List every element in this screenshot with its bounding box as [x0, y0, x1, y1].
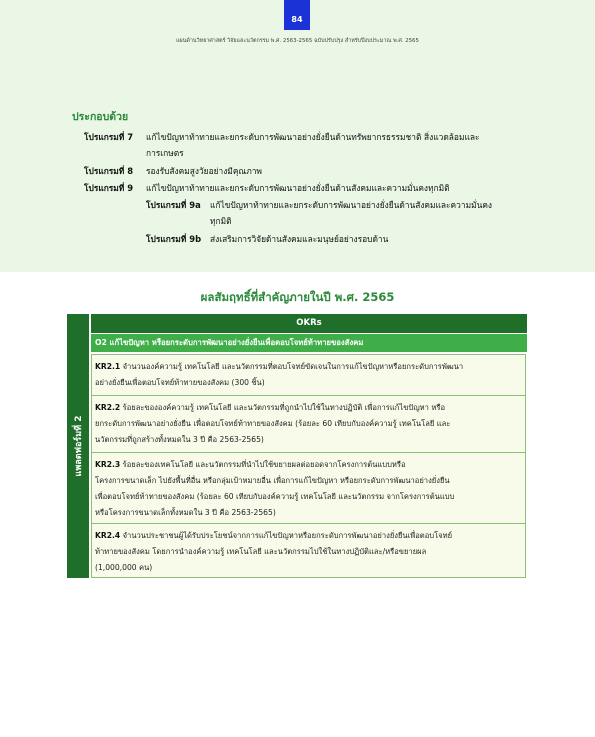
kr-text: อย่างยั่งยืนเพื่อตอบโจทย์ท้าทายของสังคม (300 ชิ้น) [95, 378, 265, 387]
program-line: แก้ไขปัญหาท้าทายและยกระดับการพัฒนาอย่างยั่งยืนด้านสังคมและความมั่นคงทุกมิติ [146, 183, 450, 193]
program-label: โปรแกรมที่ 9a [146, 200, 201, 210]
key-result-box [91, 354, 526, 396]
program-item [146, 231, 536, 247]
platform-side-label: แพลตฟอร์มที่ 2 [74, 415, 84, 477]
kr-line [95, 457, 521, 473]
key-result-box [91, 395, 526, 453]
kr-line [95, 359, 521, 375]
kr-code: KR2.1 [95, 362, 121, 371]
program-label: โปรแกรมที่ 8 [84, 166, 134, 176]
kr-text: ยกระดับการพัฒนาอย่างยั่งยืน เพื่อตอบโจทย์ท้าทายของสังคม (ร้อยละ 60 เทียบกับองค์ความรู้ เทคโนโลยี และ [95, 419, 451, 428]
kr-line [95, 528, 521, 544]
kr-text: ร้อยละของเทคโนโลยี และนวัตกรรมที่นำไปใช้ขยายผลต่อยอดจากโครงการต้นแบบหรือ [122, 460, 406, 469]
kr-text: นวัตกรรมที่ถูกสร้างทั้งหมดใน 3 ปี คือ 2563-2565) [95, 435, 264, 444]
program-line: ส่งเสริมการวิจัยด้านสังคมและมนุษย์อย่างรอบด้าน [210, 234, 389, 244]
consists-title: ประกอบด้วย [72, 111, 129, 123]
program-item [146, 197, 536, 229]
kr-text: จำนวนองค์ความรู้ เทคโนโลยี และนวัตกรรมที่ตอบโจทย์ขัดเจนในการแก้ไขปัญหาหรือยกระดับการพัฒนา [122, 362, 464, 371]
program-text [146, 180, 534, 196]
section-title: ผลสัมฤทธิ์ที่สำคัญภายในปี พ.ศ. 2565 [200, 290, 395, 304]
program-label: โปรแกรมที่ 7 [84, 132, 134, 142]
program-line: แก้ไขปัญหาท้าทายและยกระดับการพัฒนาอย่างยั่งยืนด้านทรัพยากรธรรมชาติ สิ่งแวดล้อมและ [146, 132, 480, 142]
kr-code: KR2.4 [95, 531, 121, 540]
page-number: 84 [284, 0, 310, 30]
program-line: การเกษตร [146, 148, 184, 158]
objective-text: O2 แก้ไขปัญหา หรือยกระดับการพัฒนาอย่างยั่งยืนเพื่อตอบโจทย์ท้าทายของสังคม [95, 338, 364, 347]
program-line: ทุกมิติ [210, 216, 232, 226]
objective-row [91, 334, 527, 352]
running-header: แผนด้านวิทยาศาสตร์ วิจัยและนวัตกรรม พ.ศ. 2563-2565 ฉบับปรับปรุง สำหรับปีงบประมาณ พ.ศ. 2565 [176, 38, 419, 44]
program-item [84, 129, 534, 161]
kr-text: โครงการขนาดเล็ก ไปยังพื้นที่อื่น หรือกลุ่มเป้าหมายอื่น เพื่อการแก้ไขปัญหา หรือยกระดับการพัฒนาอย่างยั่งยืน [95, 476, 450, 485]
program-line: รองรับสังคมสูงวัยอย่างมีคุณภาพ [146, 166, 262, 176]
program-label: โปรแกรมที่ 9 [84, 183, 134, 193]
program-item [84, 180, 534, 196]
program-text [146, 129, 534, 161]
kr-line [95, 400, 521, 416]
program-item [84, 163, 534, 179]
key-result-box [91, 523, 526, 578]
program-text [146, 163, 534, 179]
program-line: แก้ไขปัญหาท้าทายและยกระดับการพัฒนาอย่างยั่งยืนด้านสังคมและความมั่นคง [210, 200, 493, 210]
kr-text: ท้าทายของสังคม โดยการนำองค์ความรู้ เทคโนโลยี และนวัตกรรมไปใช้ในทางปฏิบัติและ/หรือขยายผล [95, 547, 427, 556]
program-label: โปรแกรมที่ 9b [146, 234, 202, 244]
okrs-header: OKRs [91, 314, 527, 333]
kr-code: KR2.3 [95, 460, 121, 469]
key-result-box [91, 452, 526, 524]
kr-code: KR2.2 [95, 403, 121, 412]
program-text [210, 197, 536, 229]
program-text [210, 231, 536, 247]
kr-text: หรือโครงการขนาดเล็กทั้งหมดใน 3 ปี คือ 2563-2565) [95, 508, 276, 517]
kr-text: ร้อยละขององค์ความรู้ เทคโนโลยี และนวัตกรรมที่ถูกนำไปใช้ในทางปฏิบัติ เพื่อการแก้ไขปัญหา หรือ [122, 403, 446, 412]
kr-text: เพื่อตอบโจทย์ท้าทายของสังคม (ร้อยละ 60 เทียบกับองค์ความรู้ เทคโนโลยี และนวัตกรรม จากโครงการต้นแบบ [95, 492, 455, 501]
kr-text: (1,000,000 คน) [95, 563, 153, 572]
kr-text: จำนวนประชาชนผู้ได้รับประโยชน์จากการแก้ไขปัญหาหรือยกระดับการพัฒนาอย่างยั่งยืนเพื่อตอบโจทย์ [122, 531, 453, 540]
